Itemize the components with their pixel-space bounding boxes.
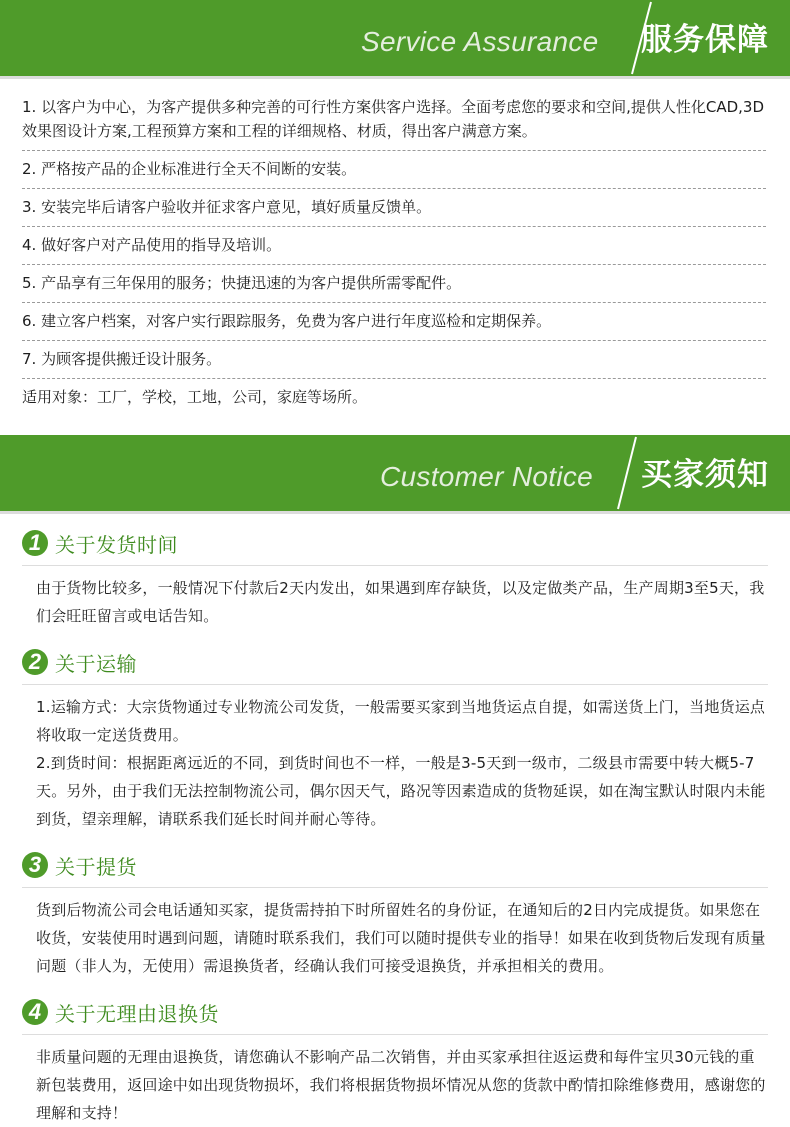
number-2-icon: 2 [22,649,48,675]
service-title-zh: 服务保障 [641,22,769,58]
service-item: 适用对象：工厂，学校，工地，公司，家庭等场所。 [22,388,368,406]
service-title-en: Service Assurance [361,26,599,57]
number-4-icon: 4 [22,999,48,1025]
notice-section-returns [22,997,768,1127]
section-paragraph: 货到后物流公司会电话通知买家，提货需持拍下时所留姓名的身份证，在通知后的2日内完成提货。如果您在收货，安装使用时遇到问题，请随时联系我们，我们可以随时提供专业的指导！如果在收到货物后发现有质量问题（非人为，无使用）需退换货者，经确认我们可接受退换货，并承担相关的费用。 [36,901,766,975]
notice-sections [0,514,790,1127]
section-title: 关于无理由退换货 [55,1001,219,1026]
section-title: 关于提货 [55,854,137,879]
service-item: 2. 严格按产品的企业标准进行全天不间断的安装。 [22,151,766,189]
section-heading [22,528,768,558]
section-paragraph: 2.到货时间：根据距离远近的不同，到货时间也不一样，一般是3-5天到一级市，二级县市需要中转大概5-7天。另外，由于我们无法控制物流公司，偶尔因天气，路况等因素造成的货物延误，如在淘宝默认时限内未能到货，望亲理解，请联系我们延长时间并耐心等待。 [36,754,766,828]
service-item: 1. 以客户为中心，为客产提供多种完善的可行性方案供客户选择。全面考虑您的要求和空间,提供人性化CAD,3D效果图设计方案,工程预算方案和工程的详细规格、材质，得出客户满意方案。 [22,89,766,151]
notice-section-pickup [22,850,768,980]
section-body [22,565,768,630]
service-item: 7. 为顾客提供搬迁设计服务。 [22,341,766,379]
section-title: 关于发货时间 [55,532,178,557]
section-body [22,887,768,980]
section-paragraph: 由于货物比较多，一般情况下付款后2天内发出，如果遇到库存缺货，以及定做类产品，生产周期3至5天，我们会旺旺留言或电话告知。 [36,579,765,625]
section-heading [22,850,768,880]
service-item: 5. 产品享有三年保用的服务；快捷迅速的为客户提供所需零配件。 [22,265,766,303]
section-body [22,1034,768,1127]
service-item: 4. 做好客户对产品使用的指导及培训。 [22,227,766,265]
notice-title-zh: 买家须知 [641,457,769,493]
number-3-icon: 3 [22,852,48,878]
section-body [22,684,768,833]
section-title: 关于运输 [55,651,137,676]
number-1-icon: 1 [22,530,48,556]
section-heading [22,647,768,677]
notice-title-en: Customer Notice [380,461,594,492]
notice-section-shipping-time [22,528,768,630]
customer-notice-banner [0,435,790,514]
service-item: 3. 安装完毕后请客户验收并征求客户意见，填好质量反馈单。 [22,189,766,227]
section-heading [22,997,768,1027]
section-paragraph: 1.运输方式：大宗货物通过专业物流公司发货，一般需要买家到当地货运点自提，如需送货上门，当地货运点将收取一定送货费用。 [36,698,766,744]
service-item: 6. 建立客户档案，对客户实行跟踪服务，免费为客户进行年度巡检和定期保养。 [22,303,766,341]
service-list [0,79,790,416]
notice-section-transport [22,647,768,833]
section-paragraph: 非质量问题的无理由退换货，请您确认不影响产品二次销售，并由买家承担往返运费和每件宝贝30元钱的重新包装费用，返回途中如出现货物损坏，我们将根据货物损坏情况从您的货款中酌情扣除维修费用，感谢您的理解和支持！ [36,1048,766,1122]
service-assurance-banner [0,0,790,79]
